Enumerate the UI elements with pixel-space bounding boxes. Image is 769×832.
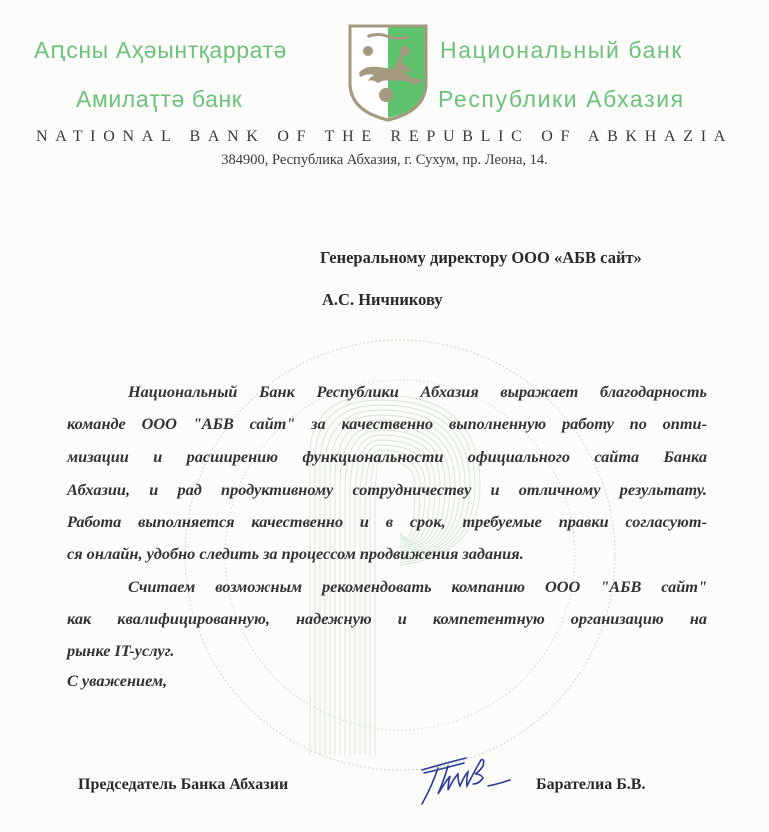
russian-bank-name-line2: Республики Абхазия: [438, 86, 685, 112]
closing-salutation: С уважением,: [67, 671, 168, 690]
signatory-title: Председатель Банка Абхазии: [78, 776, 289, 793]
body-line: рынке IT-услуг.: [67, 641, 175, 660]
bank-address: 384900, Республика Абхазия, г. Сухум, пр. Леона, 14.: [221, 152, 548, 168]
addressee-name: А.С. Ничникову: [322, 290, 443, 309]
signatory-name: Барателиа Б.В.: [536, 776, 646, 793]
body-line: как квалифицированную, надежную и компетентную организацию на: [67, 609, 707, 628]
abkhaz-bank-name-line2: Амилаҭтә банк: [76, 86, 243, 112]
body-line: ся онлайн, удобно следить за процессом продвижения задания.: [67, 544, 524, 563]
body-line: Считаем возможным рекомендовать компанию ООО "АБВ сайт": [128, 577, 707, 596]
body-line: мизации и расширению функциональности официального сайта Банка: [67, 447, 707, 466]
addressee-position: Генеральному директору ООО «АБВ сайт»: [320, 248, 642, 267]
handwritten-signature-icon: [410, 750, 520, 810]
body-line: Работа выполняется качественно и в срок, требуемые правки согласуют-: [67, 512, 707, 531]
body-line: Национальный Банк Республики Абхазия выражает благодарность: [128, 382, 707, 401]
abkhazia-coat-of-arms-icon: [347, 23, 429, 123]
russian-bank-name-line1: Национальный банк: [440, 37, 683, 63]
abkhaz-bank-name-line1: Аԥсны Аҳәынтқарратә: [34, 37, 288, 63]
body-line: команде ООО "АБВ сайт" за качественно выполненную работу по опти-: [67, 414, 707, 433]
body-line: Абхазии, и рад продуктивному сотрудничеству и отличному результату.: [67, 480, 707, 499]
english-bank-name: NATIONAL BANK OF THE REPUBLIC OF ABKHAZIA: [35, 128, 734, 145]
